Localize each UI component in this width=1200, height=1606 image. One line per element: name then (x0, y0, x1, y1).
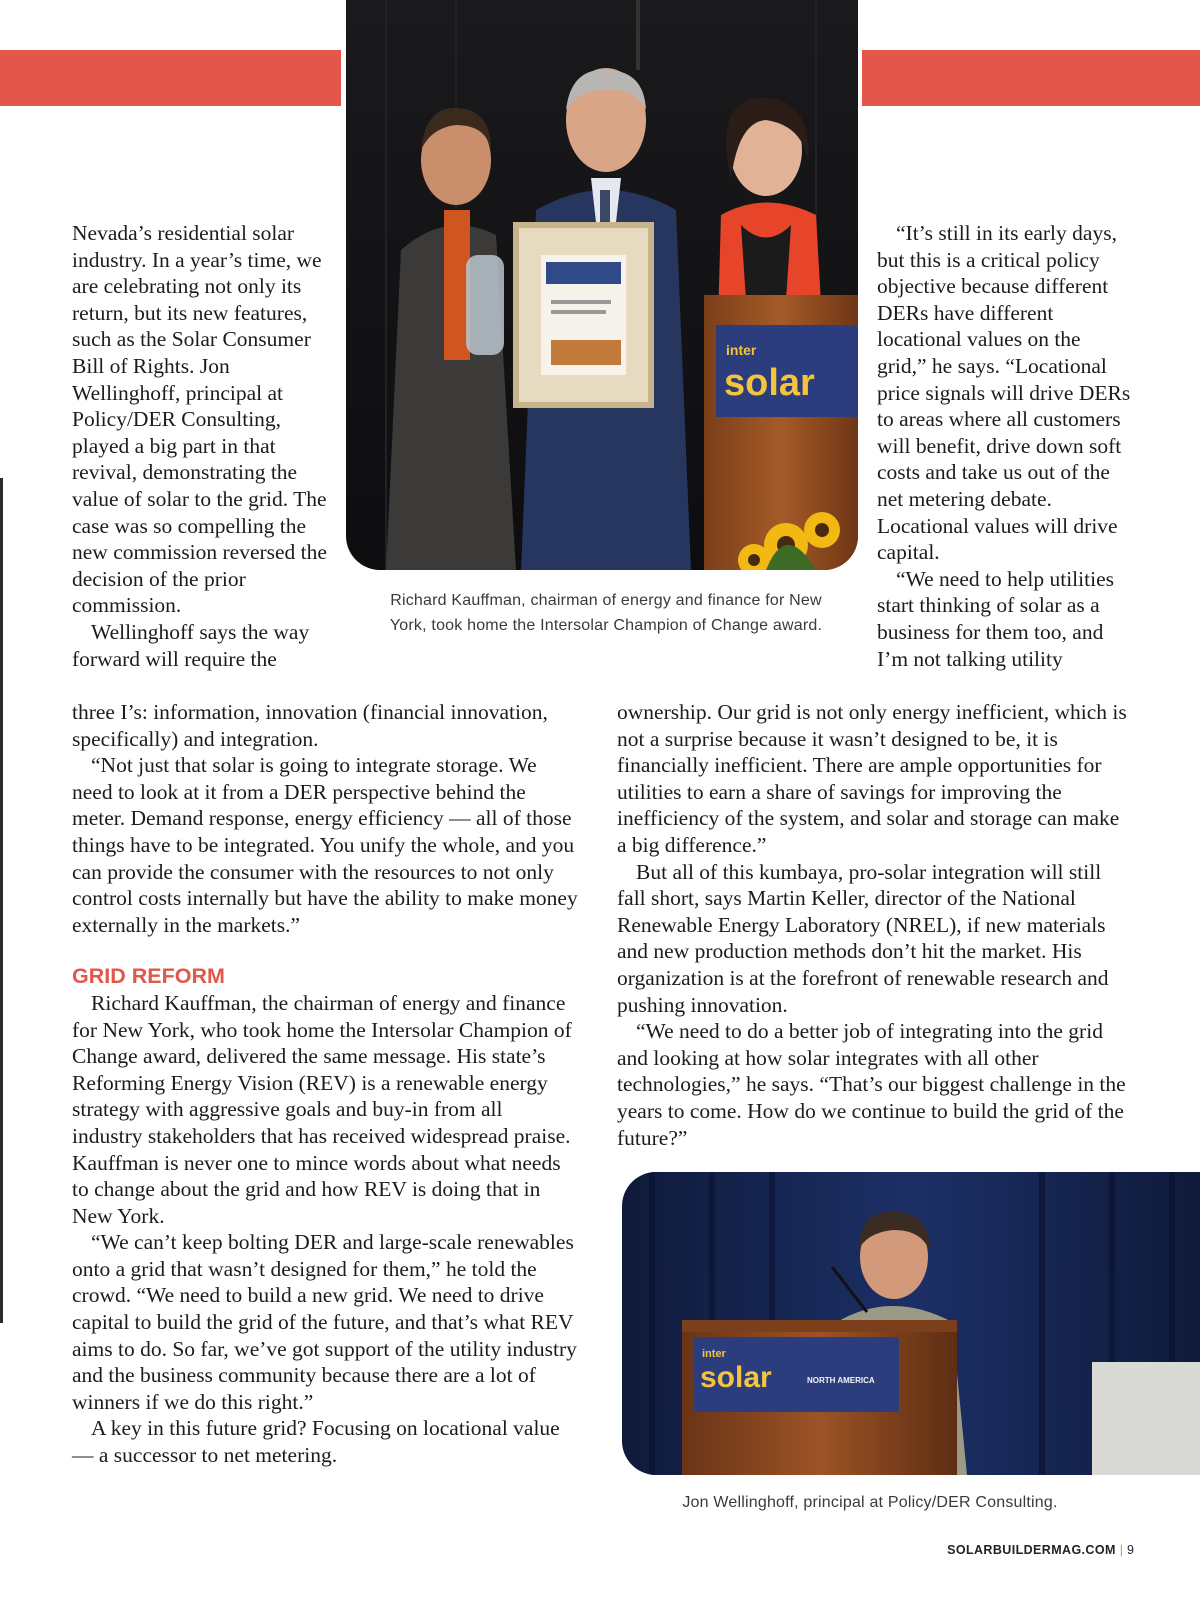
speaker-photo-caption: Jon Wellinghoff, principal at Policy/DER Consulting. (682, 1494, 1058, 1511)
footer-divider: | (1119, 1543, 1124, 1557)
paragraph: Wellinghoff says the way forward will require the (72, 619, 310, 671)
header-accent-bar-right (862, 50, 1200, 106)
paragraph: Richard Kauffman, the chairman of energy and finance for New York, who took home the Intersolar Champion of Change award, delivered the same message. His state’s Reforming Energy Vision (REV) is a renewable energy strategy with aggressive goals and buy-in from all industry stakeholders that has received widespread praise. Kauffman is never one to mince words about what needs to change about the grid and how REV is doing that in New York. (72, 990, 572, 1228)
paragraph: ownership. Our grid is not only energy inefficient, which is not a surprise because it wasn’t designed to be, it is financially inefficient. There are ample opportunities for utilities to earn a share of savings for improving the inefficiency of the system, and solar and storage can make a big difference.” (617, 700, 1127, 857)
speaker-photo (622, 1172, 1200, 1475)
page-edge-rule (0, 478, 3, 1323)
section-heading: GRID REFORM (72, 964, 225, 989)
podium-brand-large: solar (700, 1361, 772, 1394)
podium-brand-small: inter (726, 342, 757, 358)
paragraph: “We can’t keep bolting DER and large-scale renewables onto a grid that wasn’t designed for them,” he told the crowd. “We need to build a new grid. We need to drive capital to build the grid of the future, and that’s what REV aims to do. So far, we’ve got support of the utility industry and the business community because there are a lot of winners if we do this right.” (72, 1230, 577, 1414)
page-number: 9 (1127, 1543, 1134, 1557)
page-footer (947, 1543, 1134, 1557)
right-column-upper (877, 220, 1131, 672)
podium-brand-large: solar (724, 362, 815, 404)
left-column-lower (72, 699, 578, 1469)
paragraph: “We need to help utilities start thinking of solar as a business for them too, and I’m not talking utility (877, 566, 1114, 671)
footer-site: SOLARBUILDERMAG.COM (947, 1543, 1116, 1557)
right-column-lower (617, 699, 1133, 1151)
podium-region: NORTH AMERICA (807, 1376, 875, 1385)
podium-brand-small: inter (702, 1348, 726, 1360)
award-photo-caption: Richard Kauffman, chairman of energy and finance for New York, took home the Intersolar Champion of Change award. (389, 592, 823, 634)
paragraph: “We need to do a better job of integrating into the grid and looking at how solar integrates with all other technologies,” he says. “That’s our biggest challenge in the years to come. How do we continue to build the grid of the future?” (617, 1019, 1126, 1150)
paragraph: three I’s: information, innovation (financial innovation, specifically) and integration. (72, 700, 548, 751)
header-accent-bar-left (0, 50, 341, 106)
paragraph: Nevada’s residential solar industry. In a year’s time, we are celebrating not only its return, but its new features, such as the Solar Consumer Bill of Rights. Jon Wellinghoff, principal at Policy/DER Consulting, played a big part in that revival, demonstrating the value of solar to the grid. The case was so compelling the new commission reversed the decision of the prior commission. (72, 221, 327, 618)
left-column-upper (72, 220, 336, 672)
paragraph: “Not just that solar is going to integrate storage. We need to look at it from a DER perspective behind the meter. Demand response, energy efficiency — all of those things have to be integrated. You unify the whole, and you can provide the consumer with the resources to not only control costs internally but have the ability to make money externally in the markets.” (72, 753, 578, 937)
paragraph: But all of this kumbaya, pro-solar integration will still fall short, says Martin Keller, director of the National Renewable Energy Laboratory (NREL), if new materials and new production methods don’t hit the market. His organization is at the forefront of renewable research and pushing innovation. (617, 859, 1109, 1017)
paragraph: A key in this future grid? Focusing on locational value — a successor to net metering. (72, 1416, 560, 1468)
award-photo (346, 0, 858, 570)
paragraph: “It’s still in its early days, but this is a critical policy objective because different DERs have different locational values on the grid,” he says. “Locational price signals will drive DERs to areas where all customers will benefit, drive down soft costs and take us out of the net metering debate. Locational values will drive capital. (877, 221, 1131, 565)
